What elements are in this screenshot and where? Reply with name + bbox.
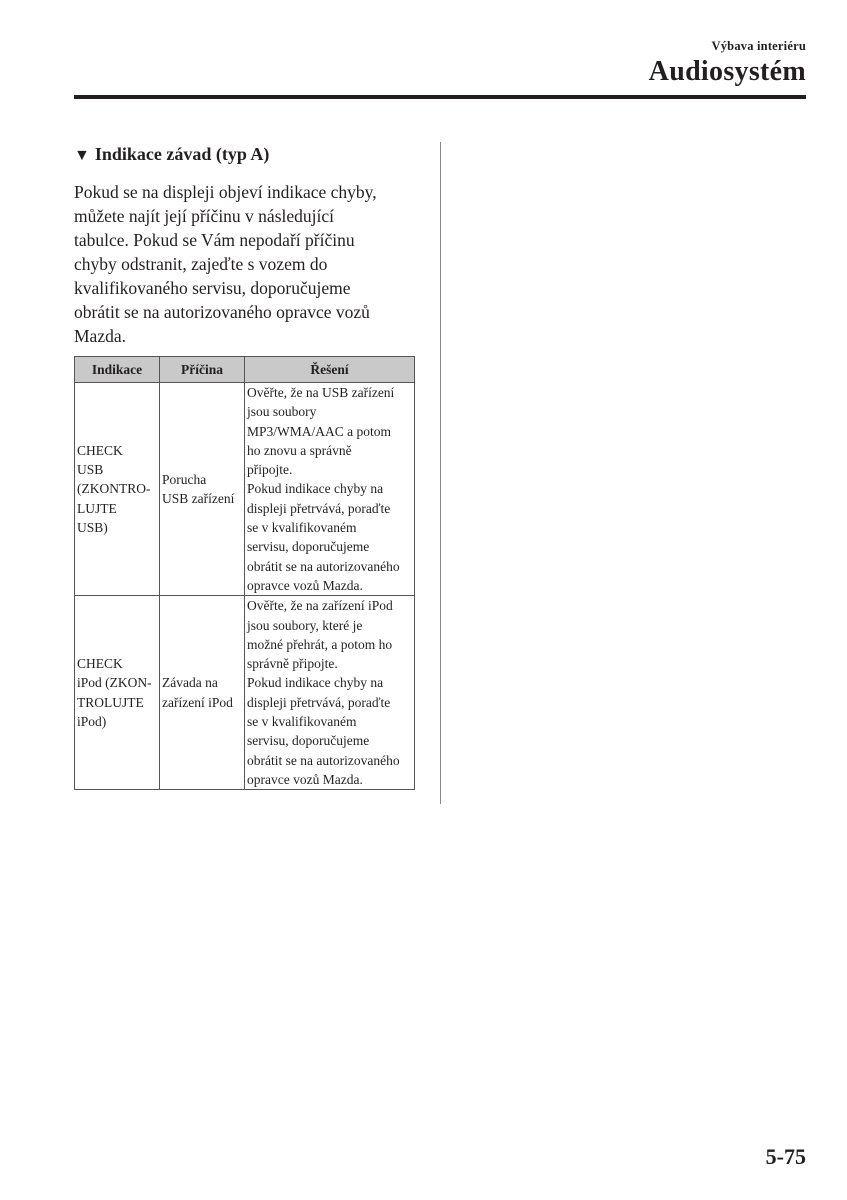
cell-line: se v kvalifikovaném bbox=[247, 714, 357, 730]
solution-cell bbox=[245, 596, 415, 790]
intro-paragraph bbox=[74, 180, 419, 348]
paragraph-line: kvalifikovaného servisu, doporučujeme bbox=[74, 278, 351, 298]
table-row bbox=[75, 596, 415, 790]
column-divider bbox=[440, 142, 441, 804]
section-label: Výbava interiéru bbox=[711, 39, 806, 53]
cell-line: servisu, doporučujeme bbox=[247, 733, 370, 749]
cell-line: obrátit se na autorizovaného bbox=[247, 558, 400, 574]
indication-cell bbox=[75, 383, 160, 596]
cell-line: jsou soubory, které je bbox=[247, 617, 363, 633]
cell-line: servisu, doporučujeme bbox=[247, 539, 370, 555]
cell-line: Pokud indikace chyby na bbox=[247, 675, 384, 691]
cell-line: CHECK bbox=[77, 656, 123, 672]
cell-line: obrátit se na autorizovaného bbox=[247, 752, 400, 768]
table-row bbox=[75, 383, 415, 596]
cell-line: CHECK bbox=[77, 442, 123, 458]
cell-line: iPod (ZKON- bbox=[77, 675, 152, 691]
table-header-row bbox=[75, 357, 415, 383]
cell-line: se v kvalifikovaném bbox=[247, 520, 357, 536]
cause-cell bbox=[160, 383, 245, 596]
cell-line: opravce vozů Mazda. bbox=[247, 577, 363, 593]
header-rule bbox=[74, 95, 806, 99]
paragraph-line: Pokud se na displeji objeví indikace chyby, bbox=[74, 182, 377, 202]
page-title: Audiosystém bbox=[648, 56, 806, 87]
cell-line: možné přehrát, a potom ho bbox=[247, 636, 393, 652]
paragraph-line: tabulce. Pokud se Vám nepodaří příčinu bbox=[74, 230, 355, 250]
cell-line: USB) bbox=[77, 520, 108, 536]
cause-cell bbox=[160, 596, 245, 790]
cell-line: LUJTE bbox=[77, 500, 117, 516]
header-indication: Indikace bbox=[75, 357, 160, 383]
header-solution: Řešení bbox=[245, 357, 415, 383]
cell-line: Ověřte, že na USB zařízení bbox=[247, 385, 395, 400]
cell-line: USB bbox=[77, 462, 104, 478]
cell-line: zařízení iPod bbox=[162, 694, 233, 710]
cell-line: ho znovu a správně bbox=[247, 442, 352, 458]
cell-line: USB zařízení bbox=[162, 491, 235, 507]
cell-line: Ověřte, že na zařízení iPod bbox=[247, 598, 393, 614]
cell-line: TROLUJTE bbox=[77, 694, 144, 710]
cell-line: připojte. bbox=[247, 462, 293, 478]
section-heading-text: Indikace závad (typ A) bbox=[94, 144, 270, 164]
error-table bbox=[74, 356, 415, 790]
section-heading bbox=[74, 144, 269, 165]
paragraph-line: chyby odstranit, zajeďte s vozem do bbox=[74, 254, 328, 274]
solution-cell bbox=[245, 383, 415, 596]
cell-line: opravce vozů Mazda. bbox=[247, 771, 363, 787]
cell-line: MP3/WMA/AAC a potom bbox=[247, 423, 392, 439]
paragraph-line: můžete najít její příčinu v následující bbox=[74, 206, 334, 226]
paragraph-line: Mazda. bbox=[74, 326, 126, 346]
cell-line: Pokud indikace chyby na bbox=[247, 481, 384, 497]
indication-cell bbox=[75, 596, 160, 790]
cell-line: správně připojte. bbox=[247, 656, 338, 672]
cell-line: iPod) bbox=[77, 714, 107, 730]
cell-line: Porucha bbox=[162, 471, 207, 487]
page-number: 5-75 bbox=[765, 1144, 806, 1169]
header-cause: Příčina bbox=[160, 357, 245, 383]
cell-line: displeji přetrvává, poraďte bbox=[247, 500, 391, 516]
cell-line: Závada na bbox=[162, 675, 218, 691]
triangle-down-icon: ▼ bbox=[74, 147, 90, 164]
paragraph-line: obrátit se na autorizovaného opravce vozů bbox=[74, 302, 370, 322]
cell-line: displeji přetrvává, poraďte bbox=[247, 694, 391, 710]
cell-line: jsou soubory bbox=[247, 404, 317, 420]
cell-line: (ZKONTRO- bbox=[77, 481, 151, 497]
